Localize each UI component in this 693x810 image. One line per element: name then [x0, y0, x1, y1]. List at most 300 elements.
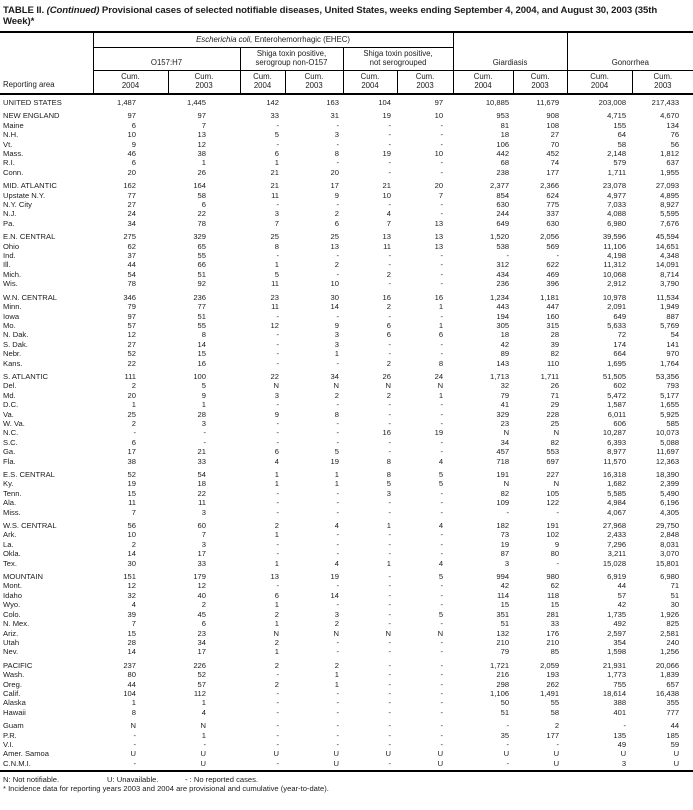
cell: 23,078	[602, 181, 627, 191]
cell: N	[333, 381, 339, 391]
cell: 16	[382, 428, 391, 438]
row-label: N. Dak.	[3, 330, 29, 340]
cell: 1	[334, 479, 339, 489]
cell: 14	[330, 302, 339, 312]
cell: 18,390	[655, 470, 680, 480]
row-label: UNITED STATES	[3, 97, 62, 107]
row-label: Tenn.	[3, 488, 22, 498]
cell: 10	[127, 530, 136, 540]
cell: -	[388, 437, 391, 447]
cell: 15,801	[655, 558, 680, 568]
cell: 20	[330, 167, 339, 177]
cell: -	[388, 409, 391, 419]
cell: 4	[131, 600, 136, 610]
cell: 8	[438, 358, 444, 368]
cell: 3	[274, 209, 279, 219]
cell: 65	[197, 241, 206, 251]
cell: 5,472	[607, 390, 627, 400]
cell: -	[336, 721, 339, 731]
cell: 30	[330, 292, 339, 302]
cell: 179	[193, 572, 206, 582]
cell: 182	[496, 521, 510, 531]
cell: 12	[127, 330, 136, 340]
cell: 58	[197, 190, 206, 200]
table-row	[0, 130, 693, 139]
cell: 24	[434, 371, 444, 381]
cell: 5,925	[660, 409, 680, 419]
cell: -	[388, 349, 391, 359]
cell: 33	[197, 558, 206, 568]
cell: 82	[500, 488, 510, 498]
cell: 10,287	[602, 428, 627, 438]
cell: 6	[201, 200, 206, 210]
cell: 42	[617, 600, 627, 610]
cell: 87	[500, 549, 510, 559]
cell: 1	[334, 470, 339, 480]
cell: 7	[274, 218, 279, 228]
cell: 1,713	[490, 371, 510, 381]
shiga-non-o157-group-header	[240, 47, 343, 71]
cell: -	[336, 269, 339, 279]
row-label: V.I.	[3, 739, 14, 749]
cell: 10,978	[602, 292, 627, 302]
cell: 1	[274, 479, 279, 489]
cell: 1	[438, 302, 444, 312]
cell: -	[276, 251, 279, 261]
table-row	[0, 698, 693, 707]
table-row	[0, 209, 693, 218]
cell: 25	[550, 418, 560, 428]
row-label: Pa.	[3, 218, 15, 228]
row-label: P.R.	[3, 730, 17, 740]
cell: 8	[131, 707, 136, 717]
row-label: Okla.	[3, 549, 21, 559]
cell: 26	[197, 167, 206, 177]
cell: 81	[500, 120, 510, 130]
cell: 104	[378, 97, 391, 107]
cell: -	[276, 730, 279, 740]
cell: U	[273, 749, 279, 759]
cell: -	[276, 418, 279, 428]
row-label: Mo.	[3, 320, 16, 330]
cell: 553	[546, 447, 560, 457]
cell: -	[388, 670, 391, 680]
cell: 3	[334, 609, 339, 619]
table-row	[0, 508, 693, 517]
cell: 8	[386, 470, 391, 480]
cell: 1,764	[660, 358, 680, 368]
cell: 1,256	[660, 647, 680, 657]
cell: 953	[496, 111, 510, 121]
cell: 17	[197, 647, 206, 657]
cell: 11	[128, 498, 136, 508]
cell: 538	[496, 241, 510, 251]
cell: 10	[434, 111, 444, 121]
cell: 1	[386, 521, 391, 531]
cell: -	[388, 600, 391, 610]
cell: 10,068	[602, 269, 627, 279]
table-row	[0, 410, 693, 419]
cell: 2	[274, 609, 279, 619]
cell: 585	[666, 418, 680, 428]
cell: 1,735	[607, 609, 627, 619]
cell: -	[440, 260, 444, 270]
cum-2003-header: Cum. 2003	[397, 71, 453, 94]
cell: -	[440, 269, 444, 279]
cell: 2	[334, 390, 339, 400]
cell: 346	[123, 292, 136, 302]
cell: 4	[334, 558, 339, 568]
cell: 434	[496, 269, 510, 279]
cell: 162	[123, 181, 136, 191]
cell: -	[276, 120, 279, 130]
cell: 13	[382, 232, 391, 242]
row-label: Calif.	[3, 688, 21, 698]
cell: 11,570	[603, 456, 627, 466]
cell: N	[273, 381, 279, 391]
table-row	[0, 140, 693, 149]
cell: -	[506, 721, 510, 731]
cell: 21	[197, 447, 206, 457]
cell: 41	[500, 400, 510, 410]
cell: -	[623, 721, 627, 731]
cell: 492	[613, 619, 627, 629]
shiga-notsero-line1: Shiga toxin positive,	[363, 48, 433, 58]
cell: 2	[131, 539, 136, 549]
cell: 30	[127, 558, 136, 568]
cell: -	[276, 200, 279, 210]
cell: -	[336, 739, 339, 749]
cell: -	[388, 400, 391, 410]
cell: 66	[197, 260, 206, 270]
cell: 18	[197, 479, 206, 489]
row-label: MID. ATLANTIC	[3, 181, 57, 191]
row-label: E.S. CENTRAL	[3, 470, 55, 480]
cell: 4,198	[607, 251, 627, 261]
cell: 237	[123, 660, 136, 670]
cell: 305	[496, 320, 510, 330]
cell: 9	[334, 190, 339, 200]
cell: N	[333, 628, 339, 638]
cell: -	[388, 200, 391, 210]
cell: U	[285, 759, 343, 771]
shiga-non-o157-line2: serogroup non-O157	[255, 57, 328, 67]
row-label: Ohio	[3, 241, 20, 251]
cell: 7	[201, 530, 206, 540]
cell: 25	[270, 232, 279, 242]
cell: 13	[434, 241, 444, 251]
cell: 1	[334, 679, 339, 689]
cell: 447	[546, 302, 560, 312]
cell: N	[553, 479, 560, 489]
cell: -	[440, 590, 444, 600]
cell: -	[440, 539, 444, 549]
cell: 191	[546, 521, 560, 531]
cell: -	[388, 447, 391, 457]
cell: 7	[201, 120, 206, 130]
cell: U	[333, 749, 339, 759]
cell: -	[276, 330, 279, 340]
cell: -	[388, 688, 391, 698]
cell: 59	[670, 739, 680, 749]
table-row	[0, 94, 693, 107]
row-label: Del.	[3, 381, 17, 391]
cell: 825	[666, 619, 680, 629]
cell: -	[203, 437, 206, 447]
cell: 4	[438, 558, 444, 568]
cell: -	[388, 507, 391, 517]
row-label: PACIFIC	[3, 660, 33, 670]
table-row	[0, 670, 693, 679]
cell: 228	[546, 409, 560, 419]
cell: 210	[496, 637, 510, 647]
cell: 82	[550, 349, 560, 359]
cell: 28	[197, 409, 206, 419]
cell: 1,711	[607, 167, 627, 177]
cell: 315	[546, 320, 560, 330]
cell: 134	[666, 120, 680, 130]
cell: 1,711	[540, 371, 560, 381]
cell: 79	[127, 302, 136, 312]
cell: 17	[330, 181, 339, 191]
cell: -	[440, 619, 444, 629]
cell: 775	[546, 200, 560, 210]
cell: -	[336, 418, 339, 428]
cell: 135	[613, 730, 627, 740]
cell: 1,695	[607, 358, 627, 368]
cell: 16	[197, 358, 206, 368]
cell: 3	[201, 539, 206, 549]
row-label: MOUNTAIN	[3, 572, 43, 582]
cell: 6,011	[607, 409, 627, 419]
cell: 2,377	[490, 181, 510, 191]
cell: 8,927	[660, 200, 680, 210]
cell: -	[440, 549, 444, 559]
cell: -	[440, 488, 444, 498]
cell: 28	[550, 330, 560, 340]
cell: 110	[546, 358, 560, 368]
cell: -	[203, 428, 206, 438]
cell: 160	[546, 311, 560, 321]
table-row	[0, 559, 693, 568]
cell: 329	[193, 232, 206, 242]
cell: 1	[274, 647, 279, 657]
cell: 4,895	[660, 190, 680, 200]
cell: 8,714	[660, 269, 680, 279]
cell: 73	[500, 530, 510, 540]
table-row	[0, 270, 693, 279]
cell: -	[388, 679, 391, 689]
cell: 44	[670, 721, 680, 731]
cell: 7,676	[660, 218, 680, 228]
row-label: R.I.	[3, 158, 15, 168]
cell: 6	[386, 330, 391, 340]
cell: 2	[334, 209, 339, 219]
cell: 8	[334, 149, 339, 159]
table-row	[0, 549, 693, 558]
cell: 1,587	[607, 400, 627, 410]
cell: 174	[613, 339, 627, 349]
cell: 4	[334, 521, 339, 531]
cell: 55	[550, 698, 560, 708]
cell: 7,033	[607, 200, 627, 210]
row-label: Kans.	[3, 358, 23, 368]
cell: -	[440, 409, 444, 419]
cell: 5,585	[607, 488, 627, 498]
table-row	[0, 251, 693, 260]
cell: 56	[127, 521, 136, 531]
cell: U	[437, 749, 444, 759]
cell: 793	[666, 381, 680, 391]
cell: 2,433	[607, 530, 627, 540]
cell: 191	[496, 470, 510, 480]
cell: 5	[201, 381, 206, 391]
cell: 1,812	[660, 149, 680, 159]
cell: 1,655	[660, 400, 680, 410]
cell: 2	[334, 660, 339, 670]
cell: -	[336, 707, 339, 717]
row-label: Tex.	[3, 558, 17, 568]
cell: 97	[434, 97, 444, 107]
table-row	[0, 312, 693, 321]
cell: 9	[131, 139, 136, 149]
cell: 11,679	[536, 97, 560, 107]
row-label: Miss.	[3, 507, 21, 517]
cell: 72	[617, 330, 627, 340]
cell: -	[440, 158, 444, 168]
cell: N	[385, 381, 391, 391]
table-row	[0, 680, 693, 689]
cell: -	[440, 209, 444, 219]
cell: 401	[613, 707, 627, 717]
cell: -	[388, 572, 391, 582]
cell: -	[276, 437, 279, 447]
cell: 1	[274, 260, 279, 270]
table-row	[0, 359, 693, 368]
cell: N	[553, 428, 560, 438]
cell: 1	[274, 470, 279, 480]
cell: 457	[496, 447, 510, 457]
footnotes	[0, 772, 693, 793]
cell: 25	[127, 409, 136, 419]
cell: 19	[330, 456, 339, 466]
cell: 34	[127, 218, 136, 228]
cum-2004-header: Cum. 2004	[343, 71, 397, 94]
cell: 227	[546, 470, 560, 480]
cell: 2	[386, 269, 391, 279]
cell: 4,305	[660, 507, 680, 517]
cell: 3,790	[660, 279, 680, 289]
cell: 92	[197, 279, 206, 289]
footnote-dash: - : No reported cases.	[185, 775, 259, 785]
cell: 1	[438, 390, 444, 400]
cell: 19	[127, 479, 136, 489]
cell: -	[336, 437, 339, 447]
cell: 1,839	[660, 670, 680, 680]
cell: 606	[613, 418, 627, 428]
cell: 155	[613, 120, 627, 130]
cell: 9	[201, 390, 206, 400]
cell: 8	[274, 241, 279, 251]
cell: -	[556, 251, 560, 261]
cell: 1	[274, 530, 279, 540]
cell: -	[336, 600, 339, 610]
cell: 52	[127, 470, 136, 480]
cell: 176	[546, 628, 560, 638]
cum-2004-header: Cum. 2004	[240, 71, 285, 94]
cell: 18	[500, 130, 510, 140]
cell: 39	[127, 609, 136, 619]
cell: 22	[197, 488, 206, 498]
cell: 5,177	[660, 390, 680, 400]
cell: 5	[438, 479, 444, 489]
cell: -	[440, 311, 444, 321]
cell: 6	[438, 330, 444, 340]
cell: 2,848	[660, 530, 680, 540]
cell: 23	[197, 628, 206, 638]
cell: 1,598	[607, 647, 627, 657]
row-label: Ala.	[3, 498, 17, 508]
cell: 5	[274, 130, 279, 140]
cell: 452	[546, 149, 560, 159]
shiga-notsero-group-header	[343, 47, 453, 71]
cell: 443	[496, 302, 510, 312]
cell: 7	[386, 218, 391, 228]
cell: -	[388, 418, 391, 428]
cell: 630	[496, 200, 510, 210]
cell: 281	[546, 609, 560, 619]
row-label: Ga.	[3, 447, 16, 457]
cell: -	[336, 530, 339, 540]
cell: 1,773	[607, 670, 627, 680]
row-label: N.H.	[3, 130, 19, 140]
cell: 980	[546, 572, 560, 582]
row-label: Wyo.	[3, 600, 21, 610]
table-row	[0, 740, 693, 749]
cell: -	[336, 428, 339, 438]
cell: 60	[197, 521, 206, 531]
cell: 74	[550, 158, 560, 168]
cum-2003-header: Cum. 2003	[632, 71, 693, 94]
cell: -	[336, 539, 339, 549]
cell: -	[388, 660, 391, 670]
cell: 15,028	[602, 558, 627, 568]
row-label: Maine	[3, 120, 24, 130]
cell: 1,234	[490, 292, 510, 302]
cell: 697	[546, 456, 560, 466]
cell: 21	[270, 167, 279, 177]
cell: 3	[567, 759, 632, 771]
cell: -	[276, 670, 279, 680]
cell: -	[93, 759, 168, 771]
cell: 30	[670, 600, 680, 610]
cell: 31	[330, 111, 339, 121]
cell: 28	[127, 637, 136, 647]
notifiable-diseases-table	[0, 31, 693, 772]
cell: -	[440, 498, 444, 508]
cell: -	[440, 730, 444, 740]
table-row	[0, 419, 693, 428]
cell: 2	[131, 418, 136, 428]
cell: 11	[198, 498, 206, 508]
row-label: Amer. Samoa	[3, 749, 50, 759]
cell: 77	[197, 302, 206, 312]
cell: 637	[666, 158, 680, 168]
cell: 52	[197, 670, 206, 680]
cell: -	[336, 581, 339, 591]
table-row	[0, 438, 693, 447]
cell: 5	[386, 479, 391, 489]
